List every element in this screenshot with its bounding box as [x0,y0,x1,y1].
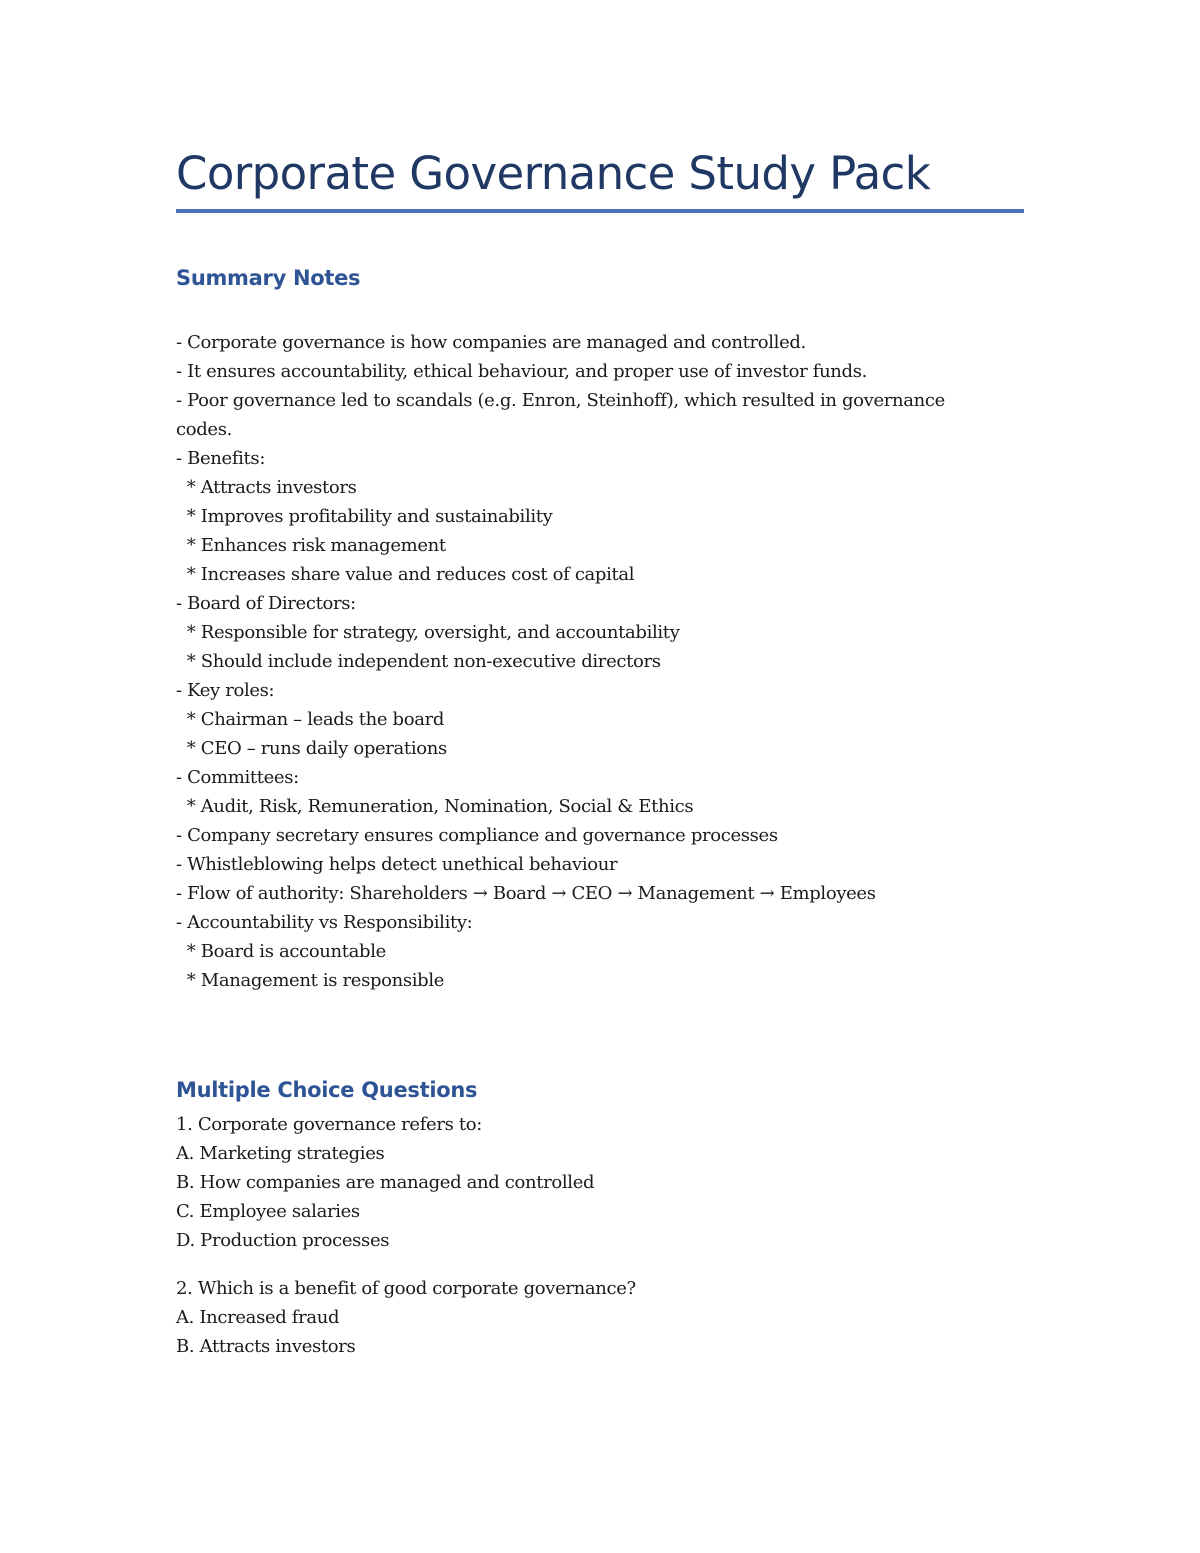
summary-line: * Audit, Risk, Remuneration, Nomination, Social & Ethics [176,796,694,817]
summary-line: * Board is accountable [176,941,386,962]
summary-line: - Committees: [176,767,299,788]
summary-line: * Responsible for strategy, oversight, and accountability [176,622,680,643]
summary-line: - Key roles: [176,680,275,701]
summary-line: - Poor governance led to scandals (e.g. Enron, Steinhoff), which resulted in governance [176,390,945,411]
mcq-heading: Multiple Choice Questions [176,1078,478,1102]
summary-line: - Company secretary ensures compliance and governance processes [176,825,778,846]
answer-option: B. Attracts investors [176,1336,356,1357]
question-text: 1. Corporate governance refers to: [176,1114,482,1135]
answer-option: A. Marketing strategies [176,1143,385,1164]
summary-line: * Enhances risk management [176,535,446,556]
summary-notes-list [176,328,1024,995]
title-underline [176,209,1024,213]
question-text: 2. Which is a benefit of good corporate governance? [176,1278,636,1299]
document-title: Corporate Governance Study Pack [176,147,931,200]
answer-option: D. Production processes [176,1230,390,1251]
summary-line: * Should include independent non-executive directors [176,651,661,672]
summary-line: * Attracts investors [176,477,357,498]
summary-line: - It ensures accountability, ethical behaviour, and proper use of investor funds. [176,361,867,382]
summary-line: * Chairman – leads the board [176,709,444,730]
summary-line: - Board of Directors: [176,593,356,614]
summary-line: - Flow of authority: Shareholders → Board → CEO → Management → Employees [176,883,876,904]
answer-option: A. Increased fraud [176,1307,340,1328]
question-block-1 [176,1110,1024,1255]
summary-line: * Improves profitability and sustainability [176,506,553,527]
summary-line: * CEO – runs daily operations [176,738,447,759]
summary-notes-heading: Summary Notes [176,266,361,290]
answer-option: C. Employee salaries [176,1201,360,1222]
summary-line: - Accountability vs Responsibility: [176,912,473,933]
summary-line: * Management is responsible [176,970,445,991]
summary-line: - Corporate governance is how companies are managed and controlled. [176,332,806,353]
answer-option: B. How companies are managed and controlled [176,1172,595,1193]
summary-line: - Benefits: [176,448,266,469]
question-block-2 [176,1274,1024,1361]
summary-line: - Whistleblowing helps detect unethical behaviour [176,854,618,875]
summary-line: codes. [176,419,232,440]
summary-line: * Increases share value and reduces cost of capital [176,564,635,585]
